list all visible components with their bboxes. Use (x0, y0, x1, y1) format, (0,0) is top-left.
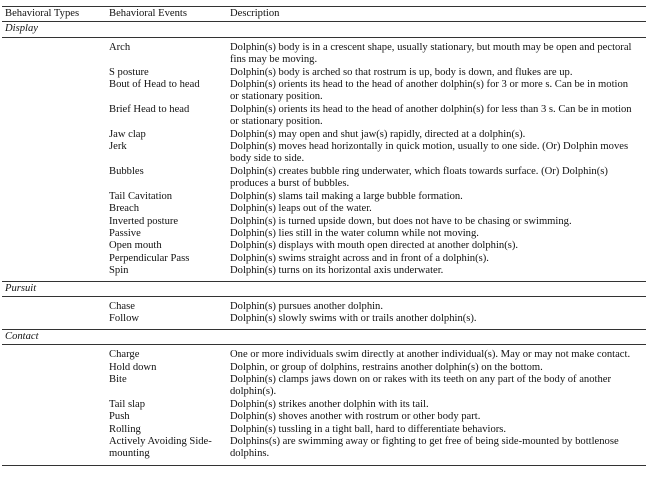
description-cell: One or more individuals swim directly at another individual(s). May or may not make contact. (230, 349, 631, 361)
description-cell: Dolphin(s) slowly swims with or trails another dolphin(s). (230, 313, 477, 325)
header-description: Description (227, 7, 646, 22)
event-cell: Bout of Head to head (109, 79, 200, 91)
table-row (2, 67, 646, 79)
table-row (2, 216, 646, 228)
event-cell: Open mouth (109, 240, 162, 252)
section-row-contact (2, 329, 646, 344)
table-row (2, 313, 646, 329)
event-cell: S posture (109, 66, 149, 78)
description-cell: Dolphin(s) displays with mouth open directed at another dolphin(s). (230, 240, 519, 252)
description-cell: Dolphin(s) body is in a crescent shape, usually stationary, but mouth may be open and pectoral fins may be moving. (230, 41, 632, 66)
description-cell: Dolphin(s) moves head horizontally in quick motion, usually to one side. (Or) Dolphin moves body side to side. (230, 141, 629, 165)
description-cell: Dolphin, or group of dolphins, restrains another dolphin(s) on the bottom. (230, 361, 543, 373)
table-row (2, 296, 646, 313)
table-row (2, 411, 646, 423)
event-cell: Actively Avoiding Side-mounting (106, 436, 227, 465)
table-row (2, 141, 646, 166)
event-cell: Chase (109, 300, 135, 312)
table-row (2, 203, 646, 215)
table-row (2, 424, 646, 436)
section-title-contact: Contact (2, 329, 646, 344)
table-row (2, 166, 646, 191)
description-cell: Dolphin(s) leaps out of the water. (230, 203, 372, 215)
description-cell: Dolphin(s) is turned upside down, but does not have to be chasing or swimming. (230, 215, 572, 227)
event-cell: Hold down (109, 361, 157, 373)
header-behavioral-events: Behavioral Events (106, 7, 227, 22)
table-row (2, 374, 646, 399)
description-cell: Dolphin(s) tussling in a tight ball, hard to differentiate behaviors. (230, 423, 507, 435)
event-cell: Tail Cavitation (109, 190, 173, 202)
event-cell: Perpendicular Pass (109, 252, 190, 264)
event-cell: Jaw clap (109, 128, 146, 140)
table-row (2, 362, 646, 374)
description-cell: Dolphin(s) turns on its horizontal axis underwater. (230, 265, 444, 277)
section-row-pursuit (2, 281, 646, 296)
table-body (2, 22, 646, 465)
table-row (2, 191, 646, 203)
event-cell: Bubbles (109, 165, 144, 177)
section-title-display: Display (2, 22, 646, 37)
table-row (2, 436, 646, 465)
table-row (2, 129, 646, 141)
event-cell: Charge (109, 349, 140, 361)
table-row (2, 240, 646, 252)
table-row (2, 345, 646, 362)
description-cell: Dolphin(s) may open and shut jaw(s) rapidly, directed at a dolphin(s). (230, 128, 526, 140)
description-cell: Dolphin(s) slams tail making a large bubble formation. (230, 190, 463, 202)
header-row (2, 7, 646, 22)
table-row (2, 79, 646, 104)
table-row (2, 104, 646, 129)
event-cell: Inverted posture (109, 215, 179, 227)
table-row (2, 228, 646, 240)
event-cell: Rolling (109, 423, 141, 435)
behavior-table (2, 6, 646, 466)
description-cell: Dolphin(s) strikes another dolphin with its tail. (230, 398, 429, 410)
table-header (2, 7, 646, 22)
behavior-table-container (2, 0, 646, 466)
table-row (2, 265, 646, 281)
event-cell: Arch (109, 41, 131, 53)
event-cell: Passive (109, 227, 141, 239)
section-row-display (2, 22, 646, 37)
section-title-pursuit: Pursuit (2, 281, 646, 296)
header-behavioral-types: Behavioral Types (2, 7, 106, 22)
event-cell: Tail slap (109, 398, 146, 410)
description-cell: Dolphin(s) creates bubble ring underwater, which floats towards surface. (Or) Dolphin(s) produces a burst of bubbles. (230, 165, 608, 190)
description-cell: Dolphins(s) are swimming away or fighting to get free of being side-mounted by bottlenose dolphins. (227, 436, 646, 465)
table-row (2, 37, 646, 66)
event-cell: Push (109, 411, 130, 423)
event-cell: Breach (109, 203, 139, 215)
description-cell: Dolphin(s) orients its head to the head of another dolphin(s) for 3 or more s. Can be in motion or stationary position. (230, 79, 629, 103)
description-cell: Dolphin(s) lies still in the water column while not moving. (230, 227, 479, 239)
description-cell: Dolphin(s) shoves another with rostrum or other body part. (230, 411, 481, 423)
description-cell: Dolphin(s) body is arched so that rostrum is up, body is down, and flukes are up. (230, 66, 573, 78)
description-cell: Dolphin(s) clamps jaws down on or rakes with its teeth on any part of the body of another dolphin(s). (230, 373, 611, 398)
description-cell: Dolphin(s) pursues another dolphin. (230, 300, 383, 312)
table-row (2, 253, 646, 265)
event-cell: Brief Head to head (109, 103, 190, 115)
description-cell: Dolphin(s) swims straight across and in front of a dolphin(s). (230, 252, 489, 264)
event-cell: Follow (109, 313, 140, 325)
event-cell: Jerk (109, 141, 127, 153)
event-cell: Bite (109, 373, 127, 385)
table-row (2, 399, 646, 411)
description-cell: Dolphin(s) orients its head to the head of another dolphin(s) for less than 3 s. Can be in motion or stationary position. (230, 103, 632, 128)
event-cell: Spin (109, 265, 129, 277)
